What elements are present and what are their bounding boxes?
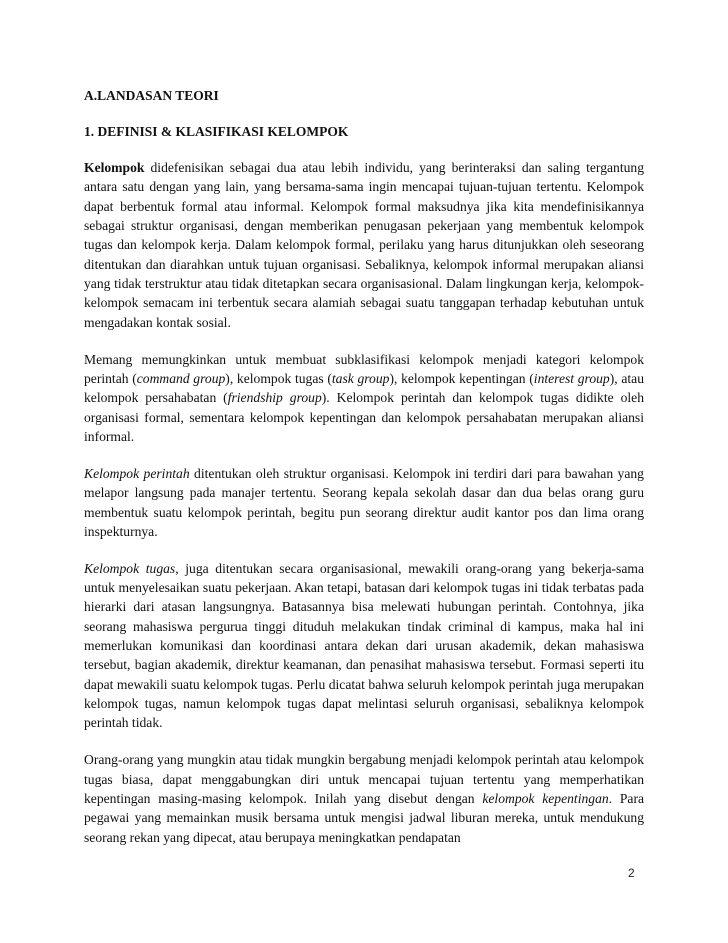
text-run: Kelompok tugas — [84, 560, 176, 576]
section-title: A.LANDASAN TEORI — [84, 88, 219, 103]
text-run: ), kelompok kepentingan ( — [389, 370, 534, 386]
text-run: interest group — [533, 370, 610, 386]
document-page — [84, 86, 644, 865]
text-run: ), atau kelompok persahabatan ( — [84, 370, 644, 406]
text-run: kelompok kepentingan — [482, 790, 609, 806]
text-run: ditentukan oleh struktur organisasi. Kelompok ini terdiri dari para bawahan yang melapor langsung pada manajer tertentu. Seorang kepala sekolah dasar dan dua belas orang guru membentuk suatu kelompok perintah, begitu pun seorang direktur audit kantor pos dan lima orang inspekturnya. — [84, 465, 644, 539]
text-run: Orang-orang yang mungkin atau tidak mungkin bergabung menjadi kelompok perintah atau kelompok tugas biasa, dapat menggabungkan diri untuk mencapai tujuan tertentu yang memperhatikan kepentingan masing-masing kelompok. Inilah yang disebut dengan — [84, 752, 644, 806]
text-run: ). Kelompok perintah dan kelompok tugas didikte oleh organisasi formal, sementara kelompok kepentingan dan kelompok persahabatan merupakan aliansi informal. — [84, 390, 644, 444]
text-run: didefenisikan sebagai dua atau lebih individu, yang berinteraksi dan saling tergantung antara satu dengan yang lain, yang bersama-sama ingin mencapai tujuan-tujuan tertentu. Kelompok dapat berbentuk formal atau informal. Kelompok formal maksudnya jika kita mendefinisikannya sebagai struktur organisasi, dengan memberikan penugasan pekerjaan yang membentuk kelompok tugas dan kelompok kerja. Dalam kelompok formal, perilaku yang harus ditunjukkan oleh seseorang ditentukan dan diarahkan untuk tujuan organisasi. Sebaliknya, kelompok informal merupakan aliansi yang tidak terstruktur atau tidak ditetapkan secara organisasional. Dalam lingkungan kerja, kelompok-kelompok semacam ini terbentuk secara alamiah sebagai suatu tanggapan terhadap kebutuhan untuk mengadakan kontak sosial. — [84, 160, 644, 330]
page-number: 2 — [628, 866, 635, 880]
paragraph-command-group — [84, 464, 644, 541]
paragraph-classification — [84, 350, 644, 447]
paragraph-interest-group — [84, 750, 644, 847]
text-run: ), kelompok tugas ( — [225, 370, 332, 386]
text-run: Kelompok perintah — [84, 465, 190, 481]
text-run: . Para pegawai yang memainkan musik bersama untuk mengisi jadwal liburan mereka, untuk mendukung seorang rekan yang dipecat, atau berupaya meningkatkan pendapatan — [84, 790, 645, 845]
paragraph-definition — [84, 158, 644, 332]
text-run: Memang memungkinkan untuk membuat subklasifikasi kelompok menjadi kategori kelompok perintah ( — [84, 351, 644, 386]
text-run: , juga ditentukan secara organisasional, mewakili orang-orang yang bekerja-sama untuk menyelesaikan suatu pekerjaan. Akan tetapi, batasan dari kelompok tugas ini tidak terbatas pada hierarki dari atasan langsungnya. Batasannya bisa melewati hubungan perintah. Contohnya, jika seorang mahasiswa pergurua tinggi dituduh melakukan tindak criminal di kampus, maka hal ini memerlukan komunikasi dan koordinasi antara dekan dari urusan akademik, dekan mahasiswa tersebut, bagian akademik, direktur keamanan, dan penasihat mahasiswa tersebut. Formasi seperti itu dapat mewakili suatu kelompok tugas. Perlu dicatat bahwa seluruh kelompok perintah juga merupakan kelompok tugas, namun kelompok tugas dapat melintasi seluruh organisasi, sebaliknya kelompok perintah tidak. — [84, 560, 644, 731]
paragraph-task-group — [84, 559, 644, 733]
text-run: Kelompok — [84, 160, 145, 175]
subsection-title: 1. DEFINISI & KLASIFIKASI KELOMPOK — [84, 124, 349, 139]
text-run: task group — [331, 370, 390, 386]
text-run: friendship group — [227, 390, 322, 406]
text-run: command group — [136, 370, 226, 386]
